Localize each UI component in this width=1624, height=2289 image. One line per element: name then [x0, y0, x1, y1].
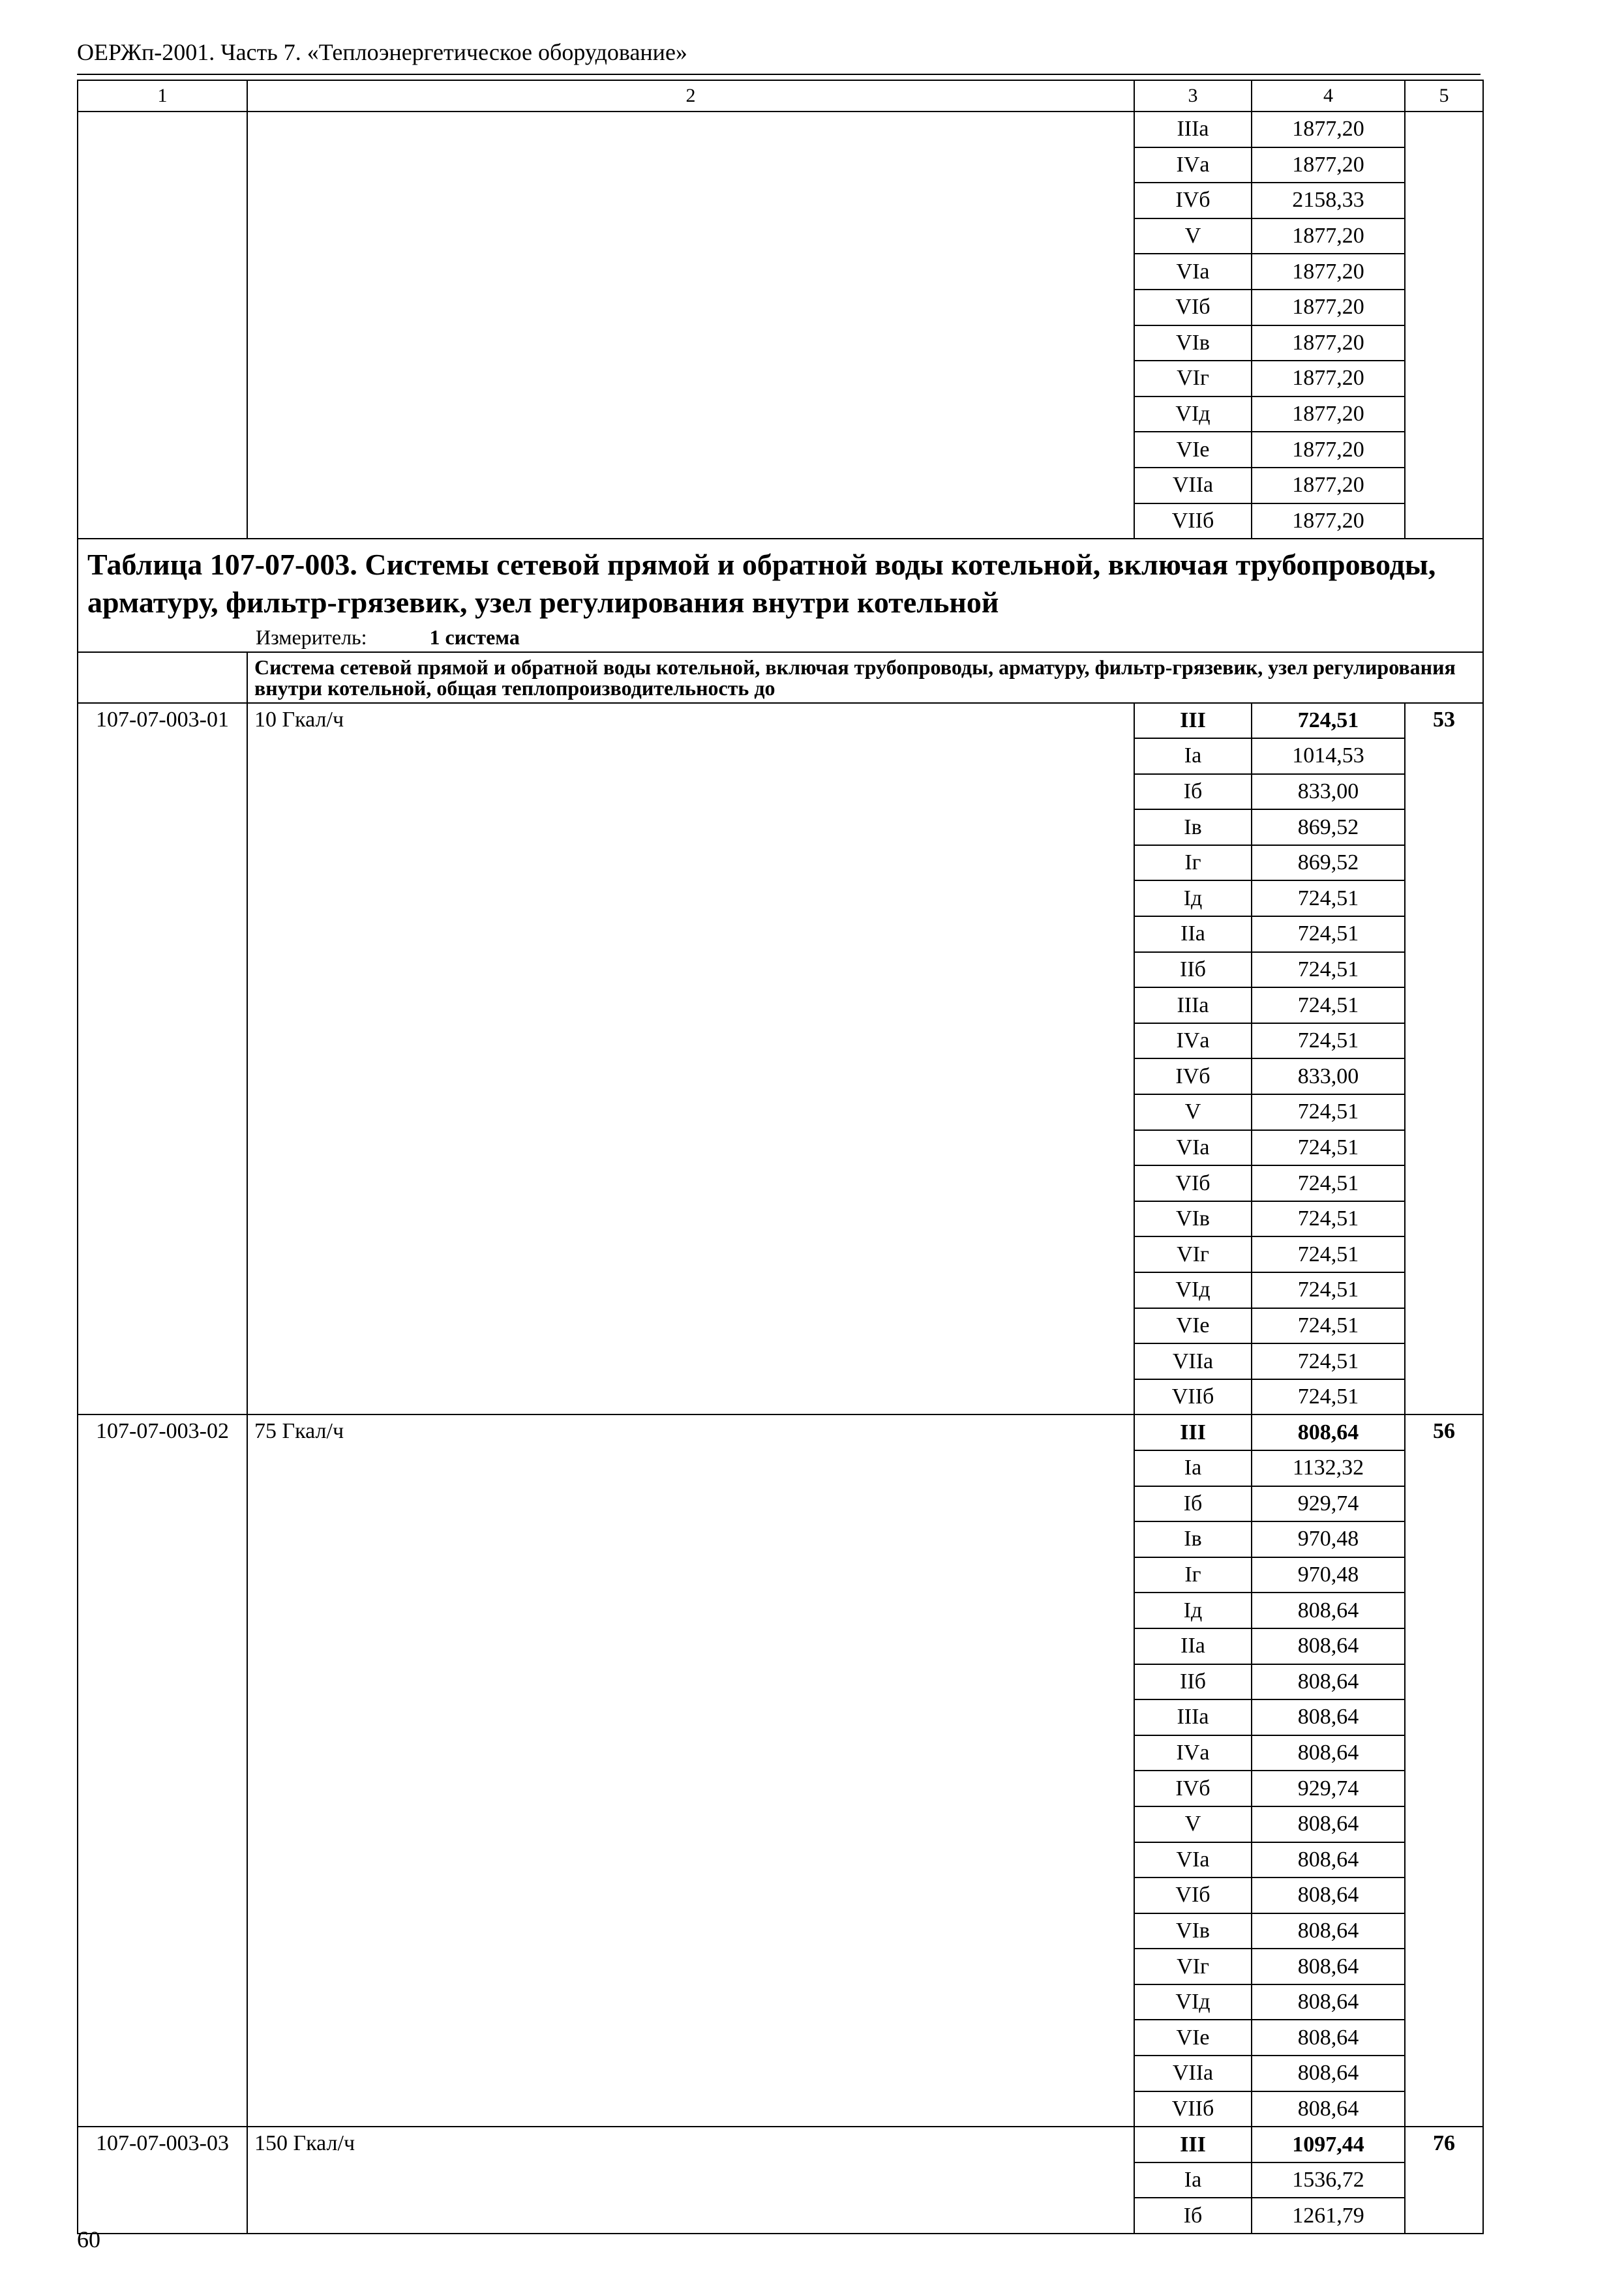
- zone-cell: VIг: [1134, 361, 1252, 396]
- zone-cell: IIб: [1134, 952, 1252, 988]
- price-cell: 1132,32: [1252, 1450, 1405, 1486]
- column-number: 3: [1134, 80, 1252, 112]
- price-cell: 1877,20: [1252, 290, 1405, 325]
- page-header: ОЕРЖп-2001. Часть 7. «Теплоэнергетическое оборудование»: [77, 39, 687, 65]
- zone-cell: VIд: [1134, 1272, 1252, 1308]
- zone-cell: VIв: [1134, 325, 1252, 361]
- price-cell: 724,51: [1252, 1201, 1405, 1237]
- price-cell: 1014,53: [1252, 738, 1405, 774]
- zone-cell: Iг: [1134, 1557, 1252, 1593]
- zone-cell: III: [1134, 1414, 1252, 1450]
- zone-cell: Iб: [1134, 2198, 1252, 2234]
- price-cell: 1877,20: [1252, 254, 1405, 290]
- zone-cell: VIа: [1134, 1130, 1252, 1166]
- price-cell: 808,64: [1252, 1593, 1405, 1628]
- price-cell: 724,51: [1252, 952, 1405, 988]
- zone-cell: VIб: [1134, 290, 1252, 325]
- price-cell: 808,64: [1252, 1842, 1405, 1878]
- price-cell: 1536,72: [1252, 2162, 1405, 2198]
- price-cell: 1877,20: [1252, 396, 1405, 432]
- price-cell: 808,64: [1252, 2056, 1405, 2091]
- price-cell: 724,51: [1252, 1094, 1405, 1130]
- zone-cell: VIа: [1134, 254, 1252, 290]
- zone-cell: IIIа: [1134, 1699, 1252, 1735]
- item-name: 150 Гкал/ч: [247, 2127, 1134, 2234]
- zone-cell: IVа: [1134, 147, 1252, 183]
- price-cell: 833,00: [1252, 774, 1405, 810]
- measure-value: 1 система: [429, 625, 520, 650]
- price-cell: 724,51: [1252, 1023, 1405, 1059]
- page-number: 60: [77, 2226, 100, 2252]
- price-cell: 808,64: [1252, 1628, 1405, 1664]
- price-cell: 2158,33: [1252, 183, 1405, 218]
- zone-cell: V: [1134, 1094, 1252, 1130]
- zone-cell: Iб: [1134, 1486, 1252, 1522]
- price-cell: 970,48: [1252, 1557, 1405, 1593]
- price-cell: 970,48: [1252, 1521, 1405, 1557]
- price-cell: 1877,20: [1252, 147, 1405, 183]
- zone-cell: VIIа: [1134, 2056, 1252, 2091]
- section-row: [78, 652, 1483, 703]
- column-number-row: [78, 80, 1483, 112]
- zone-cell: VIг: [1134, 1236, 1252, 1272]
- price-cell: 869,52: [1252, 845, 1405, 881]
- price-cell: 1877,20: [1252, 361, 1405, 396]
- zone-cell: VIIа: [1134, 468, 1252, 503]
- price-cell: 808,64: [1252, 1913, 1405, 1949]
- zone-cell: Iа: [1134, 2162, 1252, 2198]
- table-row: [78, 2127, 1483, 2162]
- zone-cell: Iа: [1134, 738, 1252, 774]
- column-number: 4: [1252, 80, 1405, 112]
- zone-cell: VIд: [1134, 1984, 1252, 2020]
- price-cell: 724,51: [1252, 1272, 1405, 1308]
- zone-cell: Iг: [1134, 845, 1252, 881]
- zone-cell: VIг: [1134, 1949, 1252, 1984]
- price-cell: 724,51: [1252, 1308, 1405, 1344]
- price-cell: 808,64: [1252, 1699, 1405, 1735]
- column-number: 1: [78, 80, 247, 112]
- zone-cell: Iа: [1134, 1450, 1252, 1486]
- price-cell: 1877,20: [1252, 503, 1405, 539]
- zone-cell: Iд: [1134, 880, 1252, 916]
- price-cell: 1097,44: [1252, 2127, 1405, 2162]
- price-cell: 724,51: [1252, 1165, 1405, 1201]
- zone-cell: IVа: [1134, 1735, 1252, 1771]
- price-cell: 1877,20: [1252, 432, 1405, 468]
- price-cell: 808,64: [1252, 2020, 1405, 2056]
- item-name: [247, 112, 1134, 539]
- price-cell: 724,51: [1252, 1130, 1405, 1166]
- price-cell: 808,64: [1252, 1949, 1405, 1984]
- price-cell: 1877,20: [1252, 325, 1405, 361]
- column-number: 5: [1405, 80, 1483, 112]
- price-cell: 724,51: [1252, 1343, 1405, 1379]
- section-empty-cell: [78, 652, 247, 703]
- price-cell: 808,64: [1252, 1414, 1405, 1450]
- item-code: 107-07-003-03: [78, 2127, 247, 2234]
- zone-cell: Iб: [1134, 774, 1252, 810]
- zone-cell: VIIб: [1134, 2091, 1252, 2127]
- price-cell: 929,74: [1252, 1486, 1405, 1522]
- zone-cell: VIе: [1134, 2020, 1252, 2056]
- zone-cell: VIв: [1134, 1913, 1252, 1949]
- item-extra: 53: [1405, 703, 1483, 1415]
- zone-cell: V: [1134, 218, 1252, 254]
- price-cell: 1877,20: [1252, 112, 1405, 147]
- zone-cell: IIа: [1134, 1628, 1252, 1664]
- item-code: [78, 112, 247, 539]
- price-cell: 929,74: [1252, 1771, 1405, 1806]
- price-cell: 724,51: [1252, 703, 1405, 739]
- price-cell: 724,51: [1252, 1379, 1405, 1415]
- price-cell: 808,64: [1252, 2091, 1405, 2127]
- measure-line: [87, 625, 1476, 650]
- zone-cell: VIб: [1134, 1878, 1252, 1913]
- item-code: 107-07-003-02: [78, 1414, 247, 2127]
- zone-cell: III: [1134, 2127, 1252, 2162]
- zone-cell: VIд: [1134, 396, 1252, 432]
- item-code: 107-07-003-01: [78, 703, 247, 1415]
- zone-cell: IIб: [1134, 1664, 1252, 1700]
- zone-cell: VIе: [1134, 432, 1252, 468]
- zone-cell: Iд: [1134, 1593, 1252, 1628]
- item-extra: 76: [1405, 2127, 1483, 2234]
- zone-cell: IVа: [1134, 1023, 1252, 1059]
- item-extra: [1405, 112, 1483, 539]
- price-cell: 808,64: [1252, 1984, 1405, 2020]
- zone-cell: VIв: [1134, 1201, 1252, 1237]
- zone-cell: VIIб: [1134, 503, 1252, 539]
- zone-cell: VIIа: [1134, 1343, 1252, 1379]
- price-cell: 724,51: [1252, 987, 1405, 1023]
- zone-cell: Iв: [1134, 1521, 1252, 1557]
- zone-cell: VIа: [1134, 1842, 1252, 1878]
- column-number: 2: [247, 80, 1134, 112]
- zone-cell: IVб: [1134, 1771, 1252, 1806]
- section-text: Система сетевой прямой и обратной воды котельной, включая трубопроводы, арматуру, фильтр-грязевик, узел регулирования внутри котельной, общая теплопроизводительность до: [247, 652, 1483, 703]
- price-cell: 808,64: [1252, 1664, 1405, 1700]
- table-row: [78, 112, 1483, 147]
- price-cell: 1877,20: [1252, 468, 1405, 503]
- price-cell: 808,64: [1252, 1878, 1405, 1913]
- zone-cell: V: [1134, 1806, 1252, 1842]
- price-cell: 808,64: [1252, 1806, 1405, 1842]
- zone-cell: III: [1134, 703, 1252, 739]
- price-cell: 1261,79: [1252, 2198, 1405, 2234]
- table-title-row: [78, 539, 1483, 651]
- price-cell: 724,51: [1252, 1236, 1405, 1272]
- zone-cell: IVб: [1134, 1058, 1252, 1094]
- header-rule: [77, 74, 1481, 75]
- item-extra: 56: [1405, 1414, 1483, 2127]
- price-cell: 1877,20: [1252, 218, 1405, 254]
- table-row: [78, 1414, 1483, 1450]
- zone-cell: VIIб: [1134, 1379, 1252, 1415]
- price-cell: 724,51: [1252, 916, 1405, 952]
- zone-cell: VIе: [1134, 1308, 1252, 1344]
- price-cell: 808,64: [1252, 1735, 1405, 1771]
- price-cell: 869,52: [1252, 809, 1405, 845]
- zone-cell: IVб: [1134, 183, 1252, 218]
- measure-label: Измеритель:: [256, 625, 367, 650]
- zone-cell: VIб: [1134, 1165, 1252, 1201]
- price-table: [77, 80, 1484, 2234]
- zone-cell: IIIа: [1134, 112, 1252, 147]
- price-cell: 833,00: [1252, 1058, 1405, 1094]
- table-row: [78, 703, 1483, 739]
- table-title: Таблица 107-07-003. Системы сетевой прямой и обратной воды котельной, включая трубопроводы, арматуру, фильтр-грязевик, узел регулирования внутри котельной: [87, 548, 1436, 619]
- zone-cell: Iв: [1134, 809, 1252, 845]
- item-name: 10 Гкал/ч: [247, 703, 1134, 1415]
- price-cell: 724,51: [1252, 880, 1405, 916]
- item-name: 75 Гкал/ч: [247, 1414, 1134, 2127]
- zone-cell: IIа: [1134, 916, 1252, 952]
- zone-cell: IIIа: [1134, 987, 1252, 1023]
- table-title-cell: [78, 539, 1483, 651]
